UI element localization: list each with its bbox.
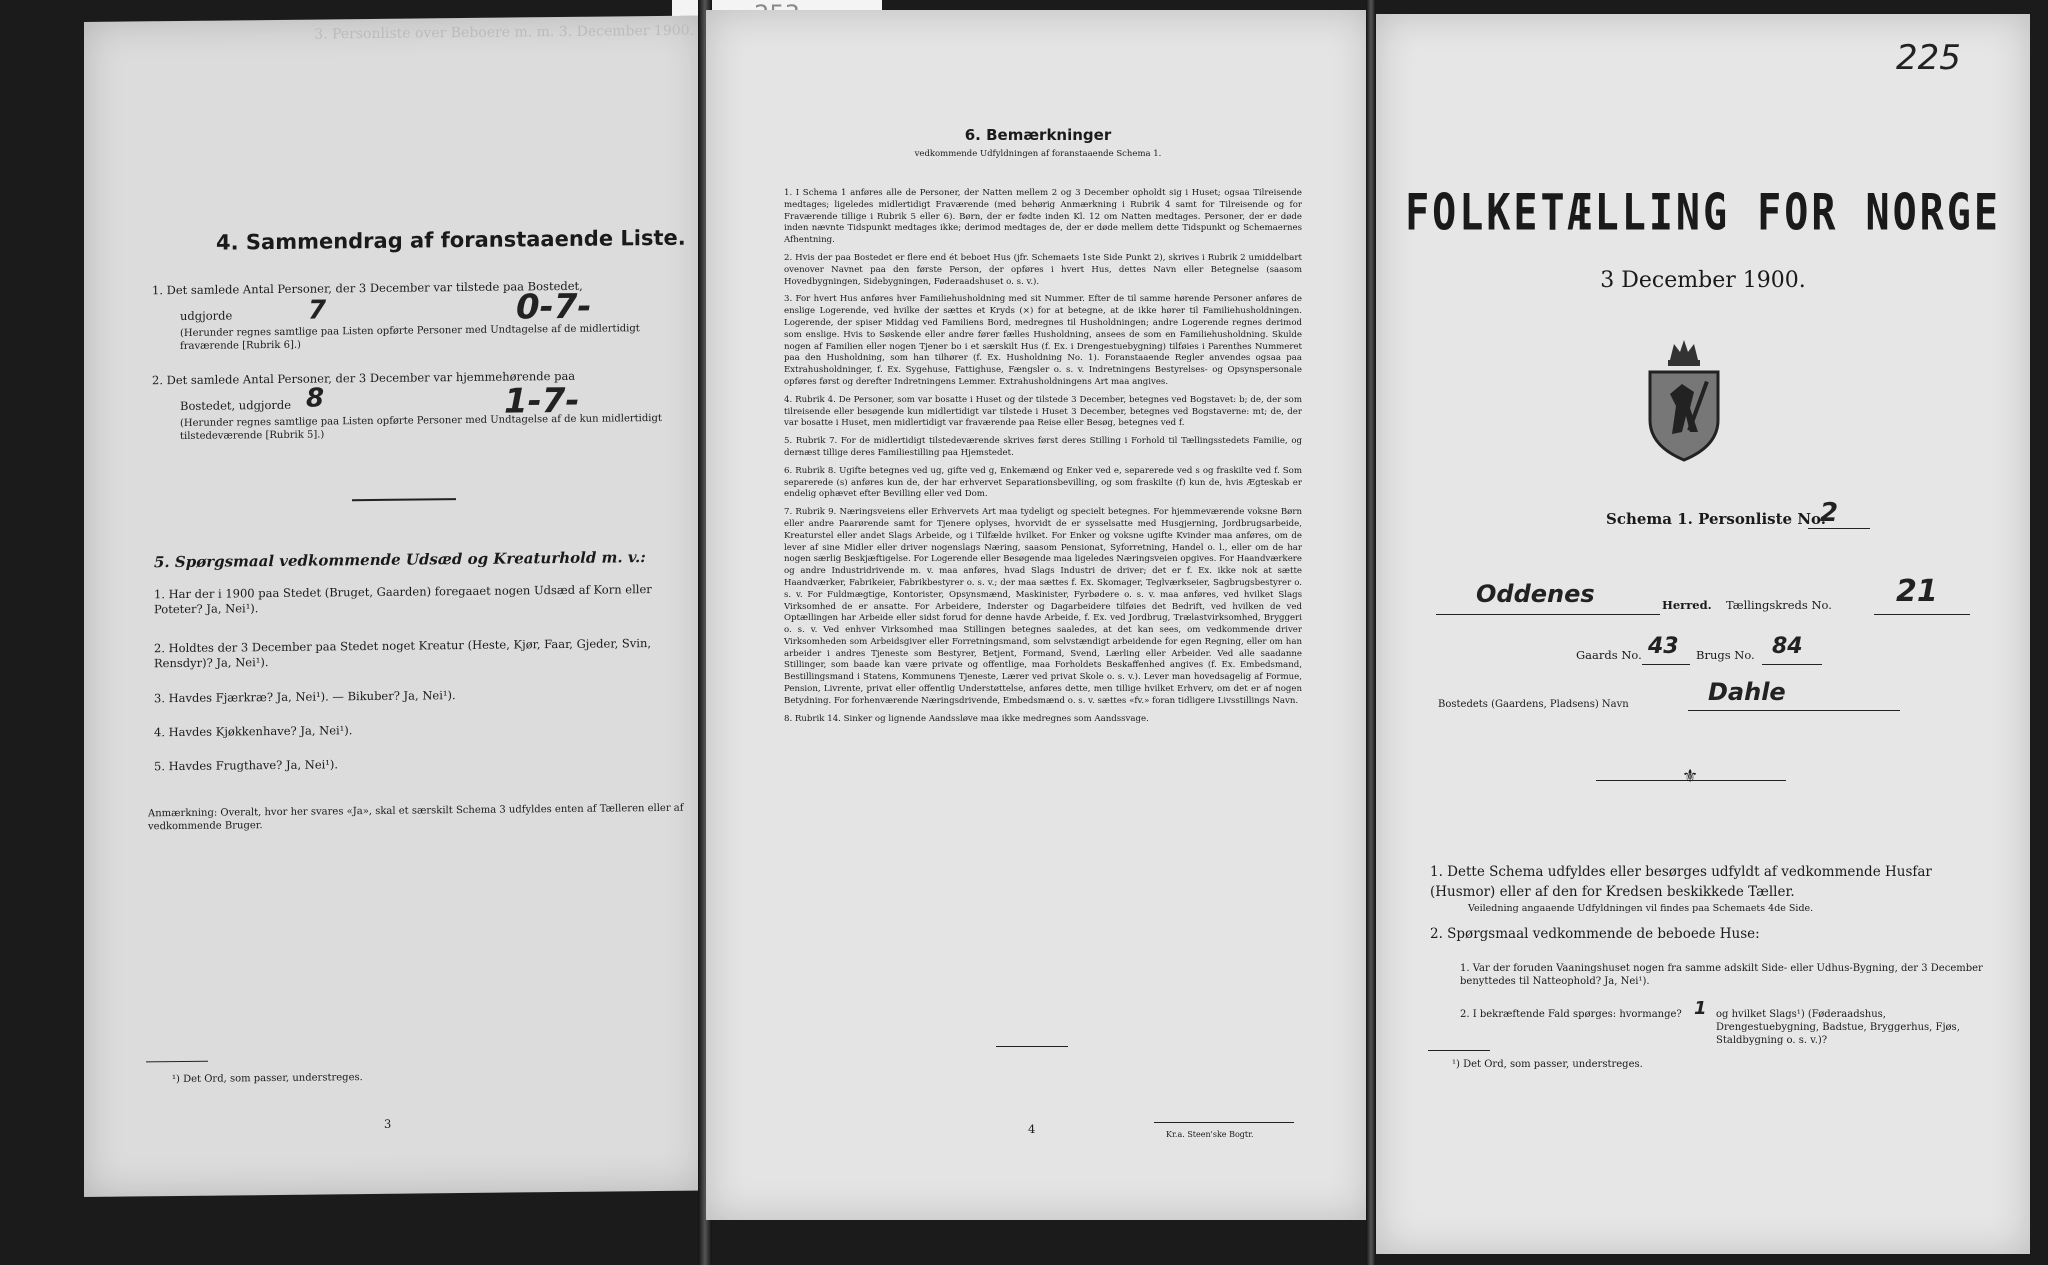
form-title: FOLKETÆLLING FOR NORGE bbox=[1405, 184, 2001, 242]
herred-label: Herred. bbox=[1662, 598, 1712, 612]
item1-note: 0-7- bbox=[516, 286, 592, 328]
item2-label: Bostedet, udgjorde bbox=[180, 397, 292, 413]
instruction-2-q1: 1. Var der foruden Vaaningshuset nogen fra samme adskilt Side- eller Udhus-Bygning, der 3 December benyttedes til Natteophold? Ja, Nei¹). bbox=[1460, 963, 1983, 987]
item2-text: 2. Det samlede Antal Personer, der 3 December var hjemmehørende paa bbox=[152, 368, 576, 388]
brug-number: 84 bbox=[1772, 634, 1803, 659]
archive-number: 225 bbox=[1896, 38, 1961, 78]
item1-label: udgjorde bbox=[180, 308, 233, 323]
kreds-number: 21 bbox=[1896, 574, 1938, 609]
item2-value: 8 bbox=[306, 383, 325, 414]
end-rule bbox=[996, 1046, 1068, 1047]
norway-coat-of-arms-icon bbox=[1642, 336, 1726, 464]
remark-item: 2. Hvis der paa Bostedet er flere end ét beboet Hus (jfr. Schemaets 1ste Side Punkt 2), skrives i Rubrik 2 umiddelbart ovenover Navnet paa den første Person, der opføres i hvert Hus, dettes Navn eller Betegnelse (saasom Hovedbygningen, Sidebygningen, Føderaadshuset o. s. v.). bbox=[784, 252, 1302, 287]
remark: Anmærkning: Overalt, hvor her svares «Ja», skal et særskilt Schema 3 udfyldes enten af Tælleren eller af vedkommende Bruger. bbox=[148, 802, 684, 833]
divider bbox=[352, 498, 456, 501]
printer-rule bbox=[1154, 1122, 1294, 1123]
remarks-title: 6. Bemærkninger bbox=[964, 126, 1112, 144]
kreds-line bbox=[1874, 614, 1970, 615]
item1-sub: (Herunder regnes samtlige paa Listen opførte Personer med Undtagelse af de midlertidigt fraværende [Rubrik 6].) bbox=[180, 323, 640, 352]
item2-sub: (Herunder regnes samtlige paa Listen opførte Personer med Undtagelse af de kun midlertidigt tilstedeværende [Rubrik 5].) bbox=[180, 412, 662, 442]
page-number: 3 bbox=[384, 1116, 392, 1131]
schema-number: 2 bbox=[1820, 498, 1839, 528]
bosted-label: Bostedets (Gaardens, Pladsens) Navn bbox=[1438, 699, 1629, 710]
binding-fold bbox=[1366, 0, 1376, 1265]
footnote: ¹) Det Ord, som passer, understreges. bbox=[1452, 1059, 1643, 1070]
brug-label: Brugs No. bbox=[1696, 648, 1755, 662]
schema-line bbox=[1808, 528, 1870, 529]
remark-item: 3. For hvert Hus anføres hver Familiehusholdning med sit Nummer. Efter de til samme hørende Personer anføres de enslige Logerende, ved hvilke der sættes et Kryds (×) for at betegne, at de ikke hører til Familiehusholdningen. Logerende, der spiser Middag ved Familiens Bord, medregnes til Husholdningen; andre Logerende regnes derimod som enslige. Hvis to Søskende eller andre fører fælles Husholdning, ansees de som en Familiehusholdning. Skulde nogen af Familien eller nogen Tjener bo i et særskilt Hus (f. Ex. i Drengestuebygning) tilføies i Parenthes Nummeret paa den Husholdning, som han tilhører (f. Ex. Husholdning No. 1). Foranstaaende Regler anvendes ogsaa paa Extrahusholdninger, f. Ex. Sygehuse, Fattighuse, Fængsler o. s. v. Indretningens Bestyrelses- og Opsynspersonale opføres først og derefter Indretningens Lemmer. Extrahusholdningens Art maa angives. bbox=[784, 294, 1302, 387]
remark-item: 8. Rubrik 14. Sinker og lignende Aandssløve maa ikke medregnes som Aandssvage. bbox=[784, 713, 1149, 724]
footnote-rule bbox=[146, 1061, 208, 1063]
schema-label: Schema 1. Personliste No. bbox=[1606, 510, 1826, 528]
remark-item: 5. Rubrik 7. For de midlertidigt tilstedeværende skrives først deres Stilling i Forhold til Tællingsstedets Familie, og dernæst tillige deres Familiestilling paa Hjemstedet. bbox=[784, 436, 1302, 458]
item1-text: 1. Det samlede Antal Personer, der 3 December var tilstede paa Bostedet, bbox=[152, 278, 583, 298]
right-page bbox=[1376, 14, 2030, 1254]
bosted-line bbox=[1688, 710, 1900, 711]
remark-item: 1. I Schema 1 anføres alle de Personer, der Natten mellem 2 og 3 December opholdt sig i Huset; ogsaa Tilreisende medtages; ligeledes midlertidigt Fraværende (med behørig Anmærkning i Rubrik 4 samt for Tilreisende og for Fraværende tillige i Rubrik 5 eller 6). Børn, der er fødte inden Kl. 12 om Natten medtages. Personer, der er døde inden nævnte Tidspunkt medtages ikke; derimod medtages de, der er døde mellem dette Tidspunkt og Schemaernes Afhentning. bbox=[784, 188, 1302, 246]
q1: 1. Har der i 1900 paa Stedet (Bruget, Gaarden) foregaaet nogen Udsæd af Korn eller Poteter? Ja, Nei¹). bbox=[154, 582, 652, 617]
q5: 5. Havdes Frugthave? Ja, Nei¹). bbox=[154, 757, 339, 774]
section4-title: 4. Sammendrag af foranstaaende Liste. bbox=[216, 225, 686, 255]
bleed-header: 3. Personliste over Beboere m. m. 3. December 1900. bbox=[314, 22, 694, 43]
q4: 4. Havdes Kjøkkenhave? Ja, Nei¹). bbox=[154, 723, 353, 740]
page-number: 4 bbox=[1028, 1122, 1036, 1136]
instruction-1: 1. Dette Schema udfyldes eller besørges udfyldt af vedkommende Husfar (Husmor) eller af den for Kredsen beskikkede Tæller. bbox=[1430, 864, 1932, 900]
section5-title: 5. Spørgsmaal vedkommende Udsæd og Kreaturhold m. v.: bbox=[154, 548, 646, 572]
remarks-list bbox=[784, 188, 1302, 731]
gaard-label: Gaards No. bbox=[1576, 648, 1642, 662]
q2: 2. Holdtes der 3 December paa Stedet noget Kreatur (Heste, Kjør, Faar, Gjeder, Svin, Rensdyr)? Ja, Nei¹). bbox=[154, 636, 652, 671]
ornament-icon: ⚜ bbox=[1682, 766, 1699, 787]
remark-item: 7. Rubrik 9. Næringsveiens eller Erhvervets Art maa tydeligt og specielt betegnes. For hjemmeværende voksne Børn eller andre Paarørende samt for Tjenere oplyses, hvorvidt de er sysselsatte med Husgjerning, Jordbrugsarbeide, Kreaturstel eller andet Slags Arbeide, og i Tilfælde hvilket. For Enker og voksne ugifte Kvinder maa anføres, om de lever af sine Midler eller driver nogenslags Næring, saasom Pensionat, Syforretning, Handel o. l., eller om de har nogen særlig Beskjæftigelse. For Logerende eller Besøgende maa ligeledes Næringsveien opgives. For Haandværkere og andre Industridrivende m. v. maa anføres, hvad Slags Industri de driver; det er f. Ex. ikke nok at sætte Haandværker, Fabrikeier, Fabrikbestyrer o. s. v.; der maa sættes f. Ex. Skomager, Teglværkseier, Sagbrugsbestyrer o. s. v. For Fuldmægtige, Kontorister, Opsynsmænd, Maskinister, Fyrbødere o. s. v. maa anføres, ved hvilket Slags Virksomhed de er ansatte. For Arbeidere, Inderster og Dagarbeidere tilføies det Bedrift, ved hvilken de ved Optællingen har Arbeide eller sidst forud for denne havde Arbeide, f. Ex. ved Jordbrug, Trælastvirksomhed, Bryggeri o. s. v. Ved enhver Virksomhed maa Stillingen betegnes saaledes, at det kan sees, om vedkommende driver Virksomheden som Arbeidsgiver eller Forretningsmand, som selvstændigt arbeidende for egen Regning, eller om han arbeider i andres Tjeneste som Bestyrer, Betjent, Formand, Svend, Lærling eller Arbeider. Ved alle saadanne Stillinger, som baade kan være private og offentlige, maa Forholdets Beskaffenhed angives (f. Ex. Embedsmand, Bestillingsmand i Statens, Kommunens Tjeneste, Lærer ved privat Skole o. s. v.). Lever man hovedsagelig af Formue, Pension, Livrente, privat eller offentlig Understøttelse, anføres dette, men tillige hvilket Erhverv, om det er af nogen Betydning. For forhenværende Næringsdrivende, Embedsmænd o. s. v. sættes «fv.» foran tidligere Livsstillings Navn. bbox=[784, 507, 1302, 706]
remark-item: 6. Rubrik 8. Ugifte betegnes ved ug, gifte ved g, Enkemænd og Enker ved e, separerede ved s og fraskilte ved f. Som separerede (s) anføres kun de, der har erhvervet Separationsbevilling, og som fraskilte (f) kun de, hvis Ægteskab er endelig ophævet efter Bevilling eller ved Dom. bbox=[784, 465, 1302, 500]
brug-line bbox=[1762, 664, 1822, 665]
instruction-2-q2a: 2. I bekræftende Fald spørges: hvormange? bbox=[1460, 1009, 1682, 1020]
q3: 3. Havdes Fjærkræ? Ja, Nei¹). — Bikuber? Ja, Nei¹). bbox=[154, 688, 456, 706]
item1-value: 7 bbox=[308, 295, 327, 326]
instruction-1-sub: Veiledning angaaende Udfyldningen vil findes paa Schemaets 4de Side. bbox=[1468, 903, 1814, 914]
herred-line bbox=[1436, 614, 1660, 615]
footnote: ¹) Det Ord, som passer, understreges. bbox=[172, 1072, 363, 1086]
instruction-2: 2. Spørgsmaal vedkommende de beboede Huse: bbox=[1430, 926, 1760, 942]
left-page bbox=[84, 16, 704, 1197]
census-date: 3 December 1900. bbox=[1600, 268, 1806, 293]
item2-note: 1-7- bbox=[504, 380, 580, 422]
instruction-2-q2b: og hvilket Slags¹) (Føderaadshus, Drengestuebygning, Badstue, Bryggerhus, Fjøs, Staldbygning o. s. v.)? bbox=[1716, 1009, 1960, 1046]
bosted-name: Dahle bbox=[1708, 678, 1786, 706]
printer: Kr.a. Steen'ske Bogtr. bbox=[1166, 1130, 1254, 1139]
herred-name: Oddenes bbox=[1476, 580, 1595, 608]
instruction-2-q2-value: 1 bbox=[1694, 998, 1707, 1019]
kreds-label: Tællingskreds No. bbox=[1726, 598, 1832, 612]
middle-page bbox=[706, 10, 1370, 1220]
gaard-line bbox=[1642, 664, 1690, 665]
remarks-subtitle: vedkommende Udfyldningen af foranstaaende Schema 1. bbox=[914, 149, 1162, 159]
remark-item: 4. Rubrik 4. De Personer, som var bosatte i Huset og der tilstede 3 December, betegnes ved Bogstavet: b; de, der som tilreisende eller besøgende kun midlertidigt var tilstede i Huset 3 December, betegnes ved Bogstaverne: mt; de, der var bosatte i Huset, men midlertidigt var fraværende paa Reise eller Besøg, betegnes ved f. bbox=[784, 394, 1302, 429]
gaard-number: 43 bbox=[1648, 634, 1679, 659]
footnote-rule bbox=[1428, 1050, 1490, 1051]
